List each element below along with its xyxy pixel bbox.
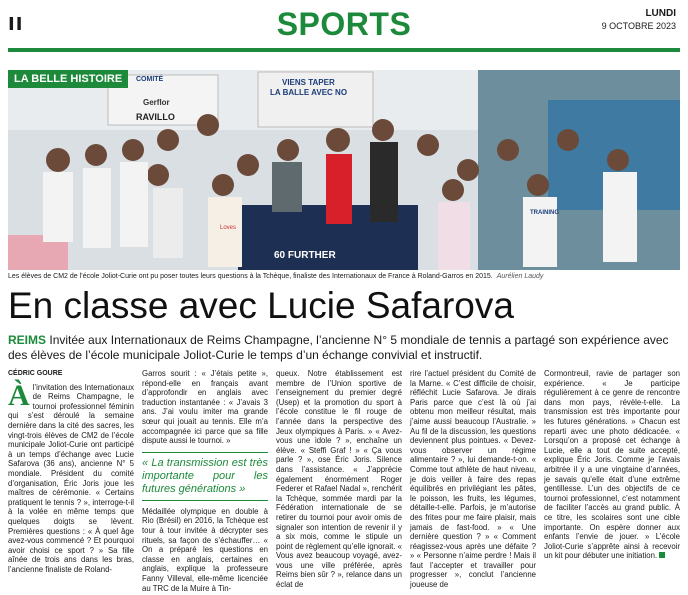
sponsor-gerflor-text: Gerflor bbox=[143, 98, 170, 107]
article-lead bbox=[8, 333, 680, 363]
pull-quote: « La transmission est très importante pour les futures générations » bbox=[142, 452, 268, 501]
column-1-text: l’invitation des Internationaux de Reims Champagne, le tournoi professionnel féminin qui s’est déroulé la semaine dernière dans la cité des sacres, les vingt-trois élèves de CM2 de l’école municipale Joliot-Curie ont participé à un temps d’échange avec Lucie Safarova (36 ans), ancienne N° 5 mondiale. Président du comité d’organisation, Éric Joris joue les maîtres de cérémonie. « Certains pratiquent le tennis ? », interroge-t-il à la volée en même temps que quelques doigts se lèvent. Premières questions : « À quel âge avez-vous commencé ? Et pourquoi avoir choisi ce sport ? » Sa fille aînée de trois ans dans les bras, l’ancienne finaliste de Roland- bbox=[8, 382, 134, 574]
caption-text: Les élèves de CM2 de l’école Joliot-Curie ont pu poser toutes leurs questions à la Tchèque, finaliste des Internationaux de France à Roland-Garros en 2015. bbox=[8, 273, 493, 280]
issue-full-date: 9 OCTOBRE 2023 bbox=[601, 21, 676, 31]
body-column-3 bbox=[276, 369, 402, 590]
dateline-place: REIMS bbox=[8, 333, 47, 347]
photo-credit: Aurélien Laudy bbox=[496, 273, 544, 280]
column-2b-text: Médaillée olympique en double à Rio (Brésil) en 2016, la Tchèque est tour à tour invitée à décrypter ses rituels, sa façon de s’échauffer… « On a préparé les questions en classe en anglais, certaines en anglais, explique la professeure Fanny Villeval, elle-même licenciée au TRC de la Muire à Tin- bbox=[142, 506, 268, 593]
section-title: SPORTS bbox=[276, 6, 412, 42]
page-number: II bbox=[8, 14, 24, 35]
author-byline: CÉDRIC GOURE bbox=[8, 370, 63, 377]
photo-caption bbox=[8, 272, 680, 281]
column-5-text: Cormontreuil, ravie de partager son expérience. « Je participe régulièrement à ce genre de rencontre dans mon pays, révèle-t-elle. La transmission est très importante pour les futures générations. » Chacun est reparti avec une photo dédicacée. « Lorsqu’on a proposé cet échange à Lucie, elle a tout de suite accepté, explique Éric Joris. Comme je l’avais arbitrée il y a une vingtaine d’années, je savais qu’elle était d’une extrême gentillesse. L’un des objectifs de ce tournoi professionnel, c’est notamment de faciliter l’accès au grand public. À ce titre, les scolaires sont une cible importante. On espère donner aux enfants l’envie de jouer. » L’école Joliot-Curie s’apprête ainsi à recevoir un kit pour débuter une initiation. bbox=[544, 369, 680, 561]
group-photo-illustration bbox=[8, 70, 680, 270]
body-column-2 bbox=[142, 369, 268, 595]
sponsor-ravillo-text: RAVILLO bbox=[136, 112, 175, 122]
drop-cap: À bbox=[8, 378, 30, 412]
article-body bbox=[8, 369, 680, 593]
banner-line2-text: LA BALLE AVEC NO bbox=[270, 88, 348, 97]
column-2a-text: Garros sourit : « J’étais petite », répond-elle en français avant d’approfondir en anglais avec traduction instantanée : « J’avais 3 ans. J’ai voulu imiter ma grande sœur qui jouait au tennis. Elle m’a accompagnée ici parce que sa fille dispute aussi le tournoi. » bbox=[142, 369, 268, 446]
shirt-training-text: TRAINING bbox=[530, 210, 559, 216]
banner-line1-text: VIENS TAPER bbox=[282, 78, 335, 87]
body-column-1 bbox=[8, 369, 134, 574]
end-mark-icon bbox=[659, 552, 665, 558]
story-tag: LA BELLE HISTOIRE bbox=[8, 70, 128, 88]
issue-day: LUNDI bbox=[645, 8, 676, 19]
sponsor-comite-text: COMITÉ bbox=[136, 76, 164, 83]
article-headline: En classe avec Lucie Safarova bbox=[8, 285, 514, 326]
lead-text: Invitée aux Internationaux de Reims Champagne, l’ancienne N° 5 mondiale de tennis a partagé son expérience avec des élèves de l’école municipale Joliot-Curie le temps d’un échange convivial et instructif. bbox=[8, 333, 669, 362]
page-header bbox=[0, 0, 688, 44]
column-3-text: queux. Notre établissement est membre de l’Union sportive de l’enseignement du premier degré (Usep) et la promotion du sport à l’école constitue le fil rouge de l’année dans la perspective des Jeux olympiques à Paris. » « Avez-vous une idole ? », enchaîne un élève. « Steffi Graf ! » « Ça vous parle ? », ose Éric Joris. Silence dans l’assistance. « J’apprécie également énormément Roger Federer et Rafael Nadal », renchérit la Tchèque, sommée mardi par la Fédération internationale de se retirer du tournoi pour avoir omis de signaler son intention de revenir il y a six mois, comme le stipule un point de règlement qu’elle ignorait. « Vous avez beaucoup voyagé, avez-vous une ville préférée, après Reims bien sûr ? », relance dans un éclat de bbox=[276, 369, 402, 590]
column-4-text: rire l’actuel président du Comité de la Marne. « C’est difficile de choisir, réfléchit Lucie Safarova. Je dirais Paris parce que c’est là où j’ai obtenu mon meilleur résultat, mais j’aime aussi beaucoup l’Australie. » Au fil de la discussion, les questions deviennent plus pointues. « Devez-vous observer un régime alimentaire ? », lui demande-t-on. « Comme tout athlète de haut niveau, je dois veiller à faire des repas équilibrés en privilégiant les pâtes, le poisson, les fruits, les légumes, détaille-t-elle. Parfois, je m’autorise des frites pour me faire plaisir, mais jamais de fast-food. » « Une dernière question ? » « Comment réagissez-vous après une défaite ? » « Personne n’aime perdre ! Mais il faut l’accepter et travailler pour progresser », conclut l’ancienne joueuse de bbox=[410, 369, 536, 590]
article-photo bbox=[8, 70, 680, 270]
issue-date bbox=[602, 8, 676, 32]
shirt-loves-text: Loves bbox=[220, 225, 237, 231]
section-rule bbox=[8, 48, 680, 52]
body-column-4 bbox=[410, 369, 536, 590]
body-column-5 bbox=[544, 369, 680, 561]
table-banner-text: 60 FURTHER bbox=[274, 250, 336, 261]
